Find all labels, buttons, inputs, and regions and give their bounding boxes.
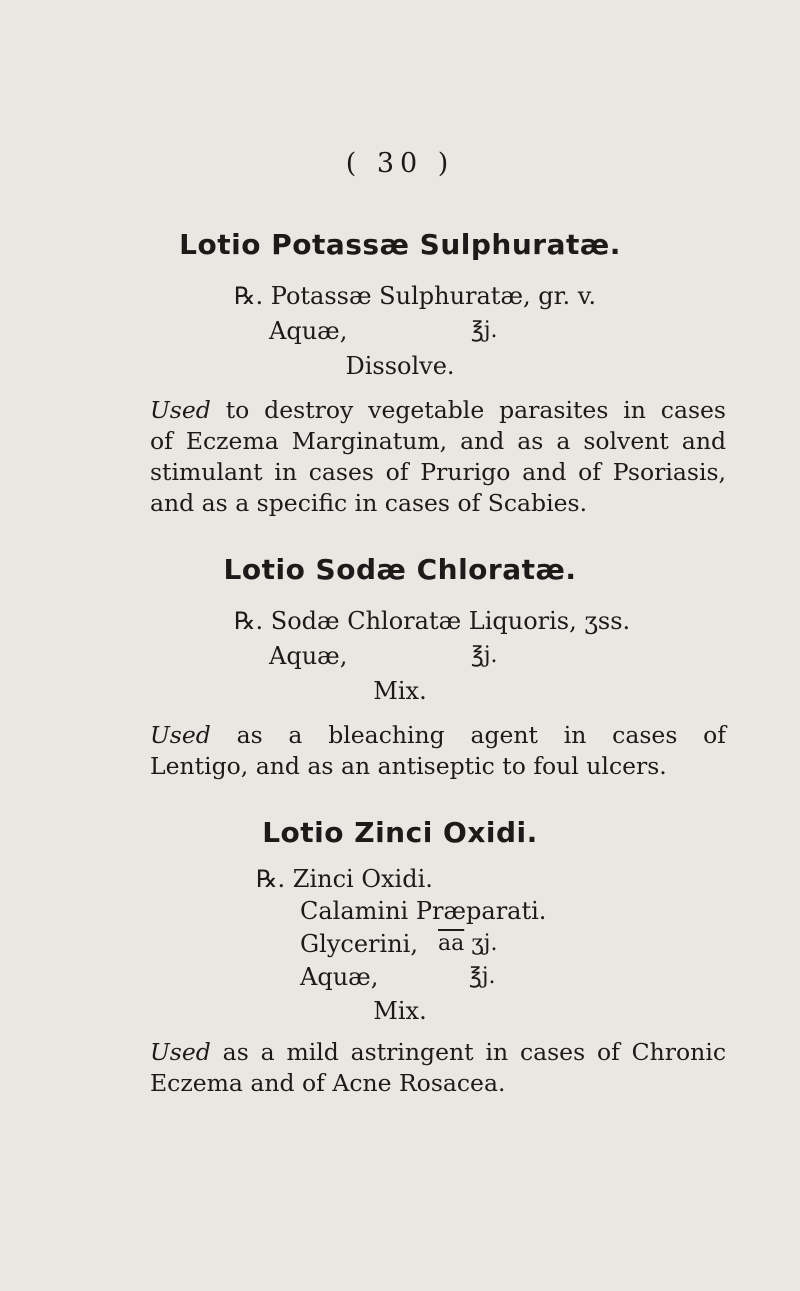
usage-line bbox=[150, 720, 726, 751]
page-number: ( 30 ) bbox=[345, 148, 455, 179]
usage-line: Eczema and of Acne Rosacea. bbox=[150, 1069, 506, 1097]
usage-text: as a mild astringent in cases of Chronic bbox=[210, 1038, 726, 1066]
quantity-value: ʒj. bbox=[471, 931, 498, 956]
usage-line: and as a specific in cases of Scabies. bbox=[150, 489, 588, 517]
used-label: Used bbox=[150, 721, 211, 749]
section-title: Lotio Sodæ Chloratæ. bbox=[223, 553, 577, 586]
ingredient-line: Aquæ, bbox=[269, 317, 348, 345]
usage-line: Lentigo, and as an antiseptic to foul ulcers. bbox=[150, 752, 667, 780]
used-label: Used bbox=[150, 1038, 211, 1066]
usage-text: to destroy vegetable parasites in cases bbox=[210, 396, 726, 424]
ingredient-quantity: ℥j. bbox=[469, 964, 496, 989]
usage-line: stimulant in cases of Prurigo and of Psoriasis, bbox=[150, 458, 726, 486]
ana-symbol: $\overline{aa}$ bbox=[438, 931, 465, 956]
usage-line bbox=[150, 1037, 726, 1068]
ingredient-quantity: ℥j. bbox=[471, 318, 498, 343]
usage-paragraph bbox=[150, 720, 726, 782]
ingredient-line: Aquæ, bbox=[300, 963, 379, 991]
ingredient-line: ℞. Sodæ Chloratæ Liquoris, ʒss. bbox=[234, 607, 631, 635]
ingredient-line: Aquæ, bbox=[269, 642, 348, 670]
usage-line bbox=[150, 395, 726, 426]
ingredient-line: ℞. Potassæ Sulphuratæ, gr. v. bbox=[234, 282, 597, 310]
instruction: Mix. bbox=[373, 677, 427, 705]
section-title: Lotio Potassæ Sulphuratæ. bbox=[179, 228, 621, 261]
usage-text: as a bleaching agent in cases of bbox=[210, 721, 726, 749]
ingredient-line: ℞. Zinci Oxidi. bbox=[256, 865, 433, 893]
ingredient-line: Calamini Præparati. bbox=[300, 897, 547, 925]
usage-paragraph bbox=[150, 395, 726, 519]
usage-paragraph bbox=[150, 1037, 726, 1099]
usage-line: of Eczema Marginatum, and as a solvent and bbox=[150, 427, 726, 455]
instruction: Dissolve. bbox=[345, 352, 455, 380]
ingredient-quantity: ℥j. bbox=[471, 643, 498, 668]
ingredient-quantity bbox=[438, 931, 497, 956]
used-label: Used bbox=[150, 396, 211, 424]
ingredient-line: Glycerini, bbox=[300, 930, 418, 958]
instruction: Mix. bbox=[373, 997, 427, 1025]
section-title: Lotio Zinci Oxidi. bbox=[262, 816, 538, 849]
